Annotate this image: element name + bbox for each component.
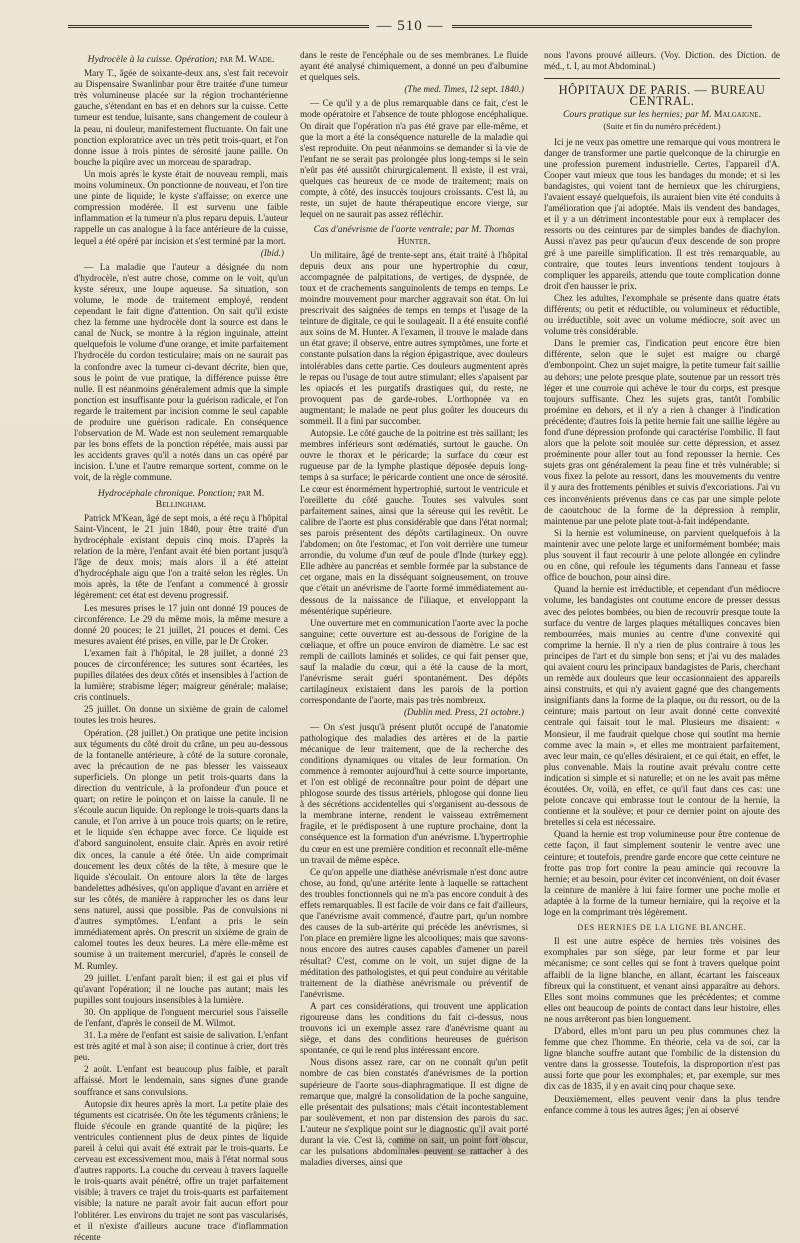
paragraph: Deuxièmement, elles peuvent venir dans la plus tendre enfance comme à tous les autres âges; j'en ai observé xyxy=(544,1093,780,1115)
paragraph: Autopsie dix heures après la mort. La petite plaie des téguments est cicatrisée. On ôte les téguments crâniens; le fluide s'écoule en grande quantité de la piqûre; les ventricules contiennent plus de deux pintes de liquide pareil à celui qui avait été extrait par le trois-quarts. Le cerveau est excessivement mou, mais à l'état normal sous d'autres rapports. La couche du cerveau à travers laquelle le trois-quarts avait pénétré, offre un trajet parfaitement visible; à travers ce trajet du trois-quarts est parfaitement visible; la nature ne paraît avoir fait aucun effort pour l'oblitérer. Les environs du trajet ne sont pas vascularisés, et il n'existe d'ailleurs aucune trace d'inflammation récente xyxy=(74,1098,288,1242)
paragraph: Ici je ne veux pas omettre une remarque qui vous montrera le danger de transformer une partie quelconque de la chirurgie en une profession purement industrielle. Certes, l'appareil d'A. Cooper vaut mieux que tous les bandages du monde; et si les bandagistes, qui voient tant de hernieux que les chirurgiens, l'avaient essayé quelquefois, ils auraient bien vite été conduits à l'amélioration que j'ai adoptée. Mais ils vendent des bandages, et il y a un détriment incontestable pour eux à remplacer des ressorts ou des ceintures par de simples bandes de diachylon. Aussi n'avez pas peur qu'aucun d'eux descende de son propre gré à une pareille simplification. Il est très remarquable, au contraire, que toutes leurs inventions tendent toujours à compliquer les appareils, attendu que toute complication donne droit d'en hausser le prix. xyxy=(544,136,780,291)
column-3 xyxy=(544,50,780,1150)
ink-smudge xyxy=(392,1130,512,1156)
paragraph: Autopsie. Le côté gauche de la poitrine est très saillant; les membres inférieurs sont œdématiés, surtout le gauche. On ouvre le thorax et le péricarde; la surface du cœur est rugueuse par de la lymphe plastique déposée depuis long-temps à sa surface; le péricarde contient une once de sérosité. Le cœur est énormément hypertrophié, surtout le ventricule et l'oreillette du côté gauche. Toutes ses valvules sont parfaitement saines, ainsi que la séreuse qui les revêtit. Le calibre de l'aorte est plus considérable que dans l'état normal; ses parois présentent des dépôts cartilagineux. On ouvre l'abdomen; on ôte l'estomac, et l'on voit derrière une tumeur arrondie, du volume d'un œuf de poule d'Inde (turkey egg). Elle adhère au pancréas et semble formée par la substance de cet organe, mais en la disséquant soigneusement, on trouve que c'était un anévrisme de l'aorte formé immédiatement au-dessous de la naissance de l'iliaque, et enveloppant la mésentérique supérieure. xyxy=(300,428,528,616)
header-rule-left xyxy=(68,25,369,28)
continuation-note: (Suite et fin du numéro précédent.) xyxy=(603,122,721,132)
paragraph: Nous disons assez rare, car on ne connaît qu'un petit nombre de cas bien constatés d'anévrismes de la portion supérieure de l'aorte sous-diaphragmatique. Il est digne de remarque que, malgré la consolidation de la poche sanguine, elle présentait des pulsations; mais c'était incontestablement par soulèvement, et non par distension des parois du sac. L'auteur ne s'explique point sur le diagnostic qu'il avait porté durant la vie. C'est là, comme on sait, un point fort obscur, car les pulsations abdominales peuvent se rattacher à des maladies diverses, ainsi que xyxy=(300,1057,528,1168)
source-citation: (Dublin med. Press, 21 octobre.) xyxy=(403,707,524,718)
page-number: — 510 — xyxy=(376,17,444,34)
source-citation: (Ibid.) xyxy=(260,247,284,258)
paragraph: Ce qu'on appelle une diathèse anévrismale n'est donc autre chose, au fond, qu'une artérite lente à laquelle se rattachent des troubles fonctionnels qui ne m'a pas encore conduit à des effets remarquables. Il est facile de voir dans ce fait d'ailleurs, que l'anévrisme avait commencé, d'autre part, qu'un nombre des causes de la sub-artérite qui précède les anévrismes, si l'on place en première ligne les alcooliques; mais que savons-nous encore des autres causes capables d'amener un pareil résultat? C'est, comme on le voit, un sujet digne de la méditation des pathologistes, et qui peut conduire au véritable traitement de la diathèse anévrismale ou préventif de l'anévrisme. xyxy=(300,866,528,999)
paragraph: Chez les adultes, l'exomphale se présente dans quatre états différents; ou petit et réductible, ou volumineux et réductible, ou irréductible, soit avec un volume médiocre, soit avec un volume très considérable. xyxy=(544,292,780,337)
paragraph: Un mois après le kyste était de nouveau rempli, mais moins volumineux. On ponctionne de nouveau, et l'on tire une pinte de liquide; le kyste s'affaisse; on exerce une compression modérée. Il est survenu une faible inflammation et la tumeur n'a plus reparu depuis. L'auteur rappelle un cas analogue à la face antérieure de la cuisse, lequel a été opéré par incision et s'est terminé par la mort. xyxy=(74,168,288,246)
column-1 xyxy=(74,50,288,1242)
paragraph: Les mesures prises le 17 juin ont donné 19 pouces de circonférence. Le 29 du même mois, la même mesure a donné 20 pouces; le 21 juillet, 21 pouces et demi. Ces mesures avaient été prises, en ville, par le Dr Croker. xyxy=(74,602,288,646)
paragraph: D'abord, elles m'ont paru un peu plus communes chez la femme que chez l'homme. En théorie, cela va de soi, car la ligne blanche souffre autant que l'ombilic de la distension du ventre dans la grossesse. Toutefois, la disproportion n'est pas aussi forte que pour les exomphales; et, par exemple, sur mes dix cas de 1835, il y en avait cinq pour chaque sexe. xyxy=(544,1025,780,1092)
paragraph: nous l'avons prouvé ailleurs. (Voy. Diction. des Diction. de méd., t. I, au mot Abdominal.) xyxy=(544,50,780,72)
source-citation: (The med. Times, 12 sept. 1840.) xyxy=(404,84,524,95)
paragraph: — On s'est jusqu'à présent plutôt occupé de l'anatomie pathologique des maladies des artères et de la partie mécanique de leur traitement, que de la recherche des conditions dynamiques ou vitales de leur formation. On commence à remonter aujourd'hui à cette source importante, et l'on est obligé de reconnaître pour point de départ une phlogose sourde des tissus artériels, phlogose qui donne lieu à des sécrétions accidentelles qui s'organisent au-dessous de la membrane interne, rendent le vaisseau extrêmement fragile, et le prédisposent à une rupture prochaine, dont la conséquence est la formation d'un anévrisme. L'hypertrophie du cœur en est une première condition et reconnaît elle-même un travail de même espèce. xyxy=(300,721,528,865)
paragraph: 31. La mère de l'enfant est saisie de salivation. L'enfant est très agité et mal à son aise; il continue à crier, dort très peu. xyxy=(74,1030,288,1063)
paragraph: Quand la hernie est trop volumineuse pour être contenue de cette façon, il faut simplement soutenir le ventre avec une ceinture; et toutefois, prendre garde encore que cette ceinture ne frotte pas trop fort contre la peau amincie qui recouvre la hernie; et au besoin, pour éviter cet inconvénient, on doit évaser la ceinture de manière à lui faire former une poche molle et adaptée à la forme de la tumeur herniaire, qui la reçoive et la loge en la comprimant très légèrement. xyxy=(544,829,780,918)
paragraph: Il est une autre espèce de hernies très voisines des exomphales par son siège, par leur forme et par leur mécanisme; ce sont celles qui se font à travers quelque point affaibli de la ligne blanche, en allant, écartant les faisceaux fibreux qui la constituent, et venant ainsi apparaître au dehors. Elles sont moins communes que les précédentes; et comme elles ont beaucoup de points de contact dans leur histoire, elles ne nous arrêteront pas bien longuement. xyxy=(544,936,780,1024)
paragraph: A part ces considérations, qui trouvent une application rigoureuse dans les conditions du fait ci-dessus, nous trouvons ici un exemple assez rare d'anévrisme quant au siège, et dans des conditions heureuses de guérison spontanée, ce qui le rend plus intéressant encore. xyxy=(300,1000,528,1056)
paragraph: 30. On applique de l'onguent mercuriel sous l'aisselle de l'enfant, d'après le conseil de M. Wilmot. xyxy=(74,1006,288,1028)
article-title-hydrocele: Hydrocèle à la cuisse. Opération; par M. Wade. xyxy=(87,54,275,65)
article-title-anevrisme: Cas d'anévrisme de l'aorte ventrale; par M. Thomas Hunter. xyxy=(313,224,515,247)
paragraph: 2 août. L'enfant est beaucoup plus faible, et paraît affaissé. Mort le lendemain, sans signes d'une grande souffrance et sans convulsions. xyxy=(74,1064,288,1097)
paragraph: Si la hernie est volumineuse, on parvient quelquefois à la maintenir avec une pelote large et uniformément bombée; mais plus souvent il faut recourir à une pelote allongée en cylindre ou en cône, qui refoule les téguments dans l'anneau et fasse office de bouchon, pour ainsi dire. xyxy=(544,527,780,583)
page-header xyxy=(60,14,760,38)
paragraph: 25 juillet. On donne un sixième de grain de calomel toutes les trois heures. xyxy=(74,704,288,726)
paragraph: Dans le premier cas, l'indication peut encore être bien différente, selon que le sujet est maigre ou chargé d'embonpoint. Chez un sujet maigre, la petite tumeur fait saillie au dehors; une pelote presque plate, soutenue par un ressort très léger et une courroie qui achève le tour du corps, est presque toujours suffisante. Chez les sujets gras, tantôt l'ombilic proémine en dehors, et il n'y a rien à changer à l'indication précédente; d'autres fois la petite hernie fait une saillie légère au fond d'une dépression profonde qui caractérise l'ombilic. Il faut alors que la pelote soit moulée sur cette dépression, et assez proéminente pour aller tout au fond repousser la hernie. Ces sujets gras ont généralement la peau fine et très vulnérable; si vous fixez la pelote au ressort, dans les mouvements du ventre il y aura des frottements pénibles et suivis d'excoriations. J'ai vu ces inconvénients prévenus dans ce cas par une simple pelote de caoutchouc de la forme de la dépression à remplir, maintenue par une pelote plate tout-à-fait indépendante. xyxy=(544,338,780,526)
section-heading-hopitaux: HÔPITAUX DE PARIS. — BUREAU CENTRAL. xyxy=(544,78,780,107)
paragraph: Mary T., âgée de soixante-deux ans, s'est fait recevoir au Dispensaire Swanlinbar pour être traitée d'une tumeur très volumineuse placée sur la région trochantérienne gauche, s'étendant en bas et en dehors sur la cuisse. Cette tumeur est tendue, luisante, sans changement de couleur à la peau, ni douleur, manifestement fluctuante. On fait une ponction exploratrice avec un très petit trois-quart, et l'on donne issue à trois pintes de sérosité jaune paille. On bouche la piqûre avec un morceau de sparadrap. xyxy=(74,68,288,167)
paragraph: Une ouverture met en communication l'aorte avec la poche sanguine; cette ouverture est au-dessous de l'origine de la cœliaque, et offre un pouce environ de diamètre. Le sac est rempli de caillots laminés et solides, ce qui fait penser que, sauf la maladie du cœur, qui a été la cause de la mort, l'anévrisme serait guéri spontanément. Des dépôts cartilagineux existaient dans les parois de la portion correspondante de l'aorte, mais pas très nombreux. xyxy=(300,617,528,706)
header-rule-right xyxy=(452,25,753,28)
article-title-hernies: Cours pratique sur les hernies; par M. Malgaigne. xyxy=(563,109,761,121)
paragraph: Quand la hernie est irréductible, et cependant d'un médiocre volume, les bandagistes ont coutume encore de presser dessus avec des pelotes bombées, ou bien de recouvrir presque toute la surface du ventre de larges plaques métalliques concaves bien rembourrées, mais munies au centre d'une convexité qui comprime la hernie. Il n'y a rien de plus contraire à tous les principes de l'art et du simple bon sens; et j'ai vu des malades qui avaient couru les principaux bandagistes de Paris, cherchant un remède aux douleurs que leur occasionnaient des appareils ainsi construits, et qui n'y avaient gagné que des changements insignifiants dans la forme de la plaque, ou du ressort, ou de la ceinture; mais partout on leur avait donné cette convexité centrale qui faisait tout le mal. Plusieurs me disaient: « Monsieur, il me faudrait quelque chose qui soutînt ma hernie comme avec la main », et elles me montraient parfaitement, avec leur main, ce qu'elles désiraient, et ce qui était, en effet, le plus convenable. Mais la routine avait prévalu contre cette indication si simple et si naturelle; et on ne les avait pas même écoutées. Or, voilà, en effet, ce qu'il faut dans ces cas: une pelote concave qui embrasse tout le contour de la hernie, la contienne et la soulève; et pour ce dernier point on ajoute des bretelles si cela est nécessaire. xyxy=(544,584,780,828)
paragraph: Patrick M'Kean, âgé de sept mois, a été reçu à l'hôpital Saint-Vincent, le 21 juin 1840, pour être traité d'un hydrocéphale existant depuis cinq mois. D'après la relation de la mère, l'enfant avait été bien portant jusqu'à l'âge de deux mois; mais alors il a été atteint d'hydrocéphale aigu que l'on a traité selon les règles. Un mois après, la tête de l'enfant a commencé à grossir légèrement: cet état est devenu progressif. xyxy=(74,512,288,601)
paragraph: Un militaire, âgé de trente-sept ans, était traité à l'hôpital depuis deux ans pour une hypertrophie du cœur, accompagnée de palpitations, de vertiges, de dyspnée, de toux et de crachements sanguinolents de temps en temps. Le moindre mouvement pour marcher aggravait son état. On lui prescrivait des saignées de temps en temps et l'usage de la teinture de digitale, ce qui le soulageait. Il a été ensuite confié aux soins de M. Hunter. A l'examen, il trouve le malade dans un état grave; il observe, entre autres symptômes, une forte et constante pulsation dans la région épigastrique, avec douleurs intolérables dans cette partie. Ces douleurs augmentent après le repas ou l'usage de tout autre stimulant; elles s'apaisent par les opiacés et les purgatifs drastiques qui, du reste, ne provoquent pas de garde-robes. L'orthopnée va en augmentant; le malade ne peut plus goûter les douceurs du sommeil. Il a fini par succomber. xyxy=(300,249,528,426)
paragraph: L'examen fait à l'hôpital, le 28 juillet, a donné 23 pouces de circonférence; les sutures sont écartées, les pupilles dilatées des deux côtés et insensibles à l'action de la lumière; strabisme léger; maigreur générale; malaise; cris continuels. xyxy=(74,647,288,703)
section-heading-ligne-blanche: DES HERNIES DE LA LIGNE BLANCHE. xyxy=(577,923,747,933)
paragraph: — Ce qu'il y a de plus remarquable dans ce fait, c'est le mode opératoire et l'absence de toute phlogose encéphalique. On dirait que l'opération n'a pas été grave par elle-même, et que la mort a été la conséquence naturelle de la maladie qui s'est reproduite. On peut néanmoins se demander si la vie de l'enfant ne se serait pas prolongée plus long-temps si le sein n'eût pas été aussitôt chirurgicalement. Il existe, il est vrai, quelques cas heureux de ce mode de traitement; mais on compte, à côté, des insuccès toujours croissants. C'est là, au reste, un sujet de haute thérapeutique encore vierge, sur lequel on ne saurait pas assez réfléchir. xyxy=(300,98,528,220)
paragraph: 29 juillet. L'enfant paraît bien; il est gai et plus vif qu'avant l'opération; il ne louche pas autant; mais les pupilles sont toujours insensibles à la lumière. xyxy=(74,972,288,1005)
paragraph: dans le reste de l'encéphale ou de ses membranes. Le fluide ayant été analysé chimiquement, a donné un peu d'albumine et quelques sels. xyxy=(300,50,528,83)
paragraph: Opération. (28 juillet.) On pratique une petite incision aux téguments du côté droit du crâne, un peu au-dessous de la fontanelle antérieure, à côté de la suture coronale, avec la précaution de ne pas blesser les vaisseaux superficiels. On plonge un petit trois-quarts dans la direction du ventricule, à la profondeur d'un pouce et quart; on retire le poinçon et on laisse la canule. Il ne s'écoule aucun liquide. On replonge le trois-quarts dans la canule, et l'on arrive à un pouce trois quarts; on le retire, et le liquide s'en échappe avec force. Ce liquide est d'abord sanguinolent, ensuite clair. Après en avoir retiré dix onces, la canule a été ôtée. Un aide comprimait doucement les deux côtés de la tête, à mesure que le liquide s'écoulait. On entoure alors la tête de larges bandelettes adhésives, qu'on applique d'avant en arrière et sur les côtés, de manière à rapprocher les os dans leur sens naturel, aussi que possible. Pas de convulsions ni d'autres symptômes. L'enfant a pris le sein immédiatement après. On prescrit un sixième de grain de calomel toutes les deux heures. La mère elle-même est soumise à un traitement mercuriel, d'après le conseil de M. Rumley. xyxy=(74,727,288,971)
article-title-hydrocephale: Hydrocéphale chronique. Ponction; par M. Bellingham. xyxy=(97,487,265,510)
paragraph: — La maladie que l'auteur a désignée du nom d'hydrocèle, n'est autre chose, comme on le voit, qu'un kyste séreux, une loupe aqueuse. Sa situation, son volume, le mode de traitement employé, rendent cependant le fait digne d'attention. On sait qu'il existe chez la femme une hydrocèle dont la source est dans le canal de Nuck, se montre à la région inguinale, atteint quelquefois le volume d'une orange, et imite parfaitement l'hydrocèle du cordon testiculaire; mais on ne saurait pas la confondre avec la tumeur ci-devant décrite, bien que, sous le point de vue pratique, la différence puisse être nulle. Il est néanmoins généralement admis que la simple ponction est insuffisante pour la guérison radicale, et l'on regarde le traitement par incision comme le seul capable de produire une guérison radicale. En conséquence l'observation de M. Wade est non seulement remarquable par les bons effets de la ponction répétée, mais aussi par les accidents graves qu'il a notés dans un cas opéré par incision. L'une et l'autre remarque sortent, comme on le voit, de la règle commune. xyxy=(74,261,288,483)
column-2 xyxy=(300,50,528,1168)
